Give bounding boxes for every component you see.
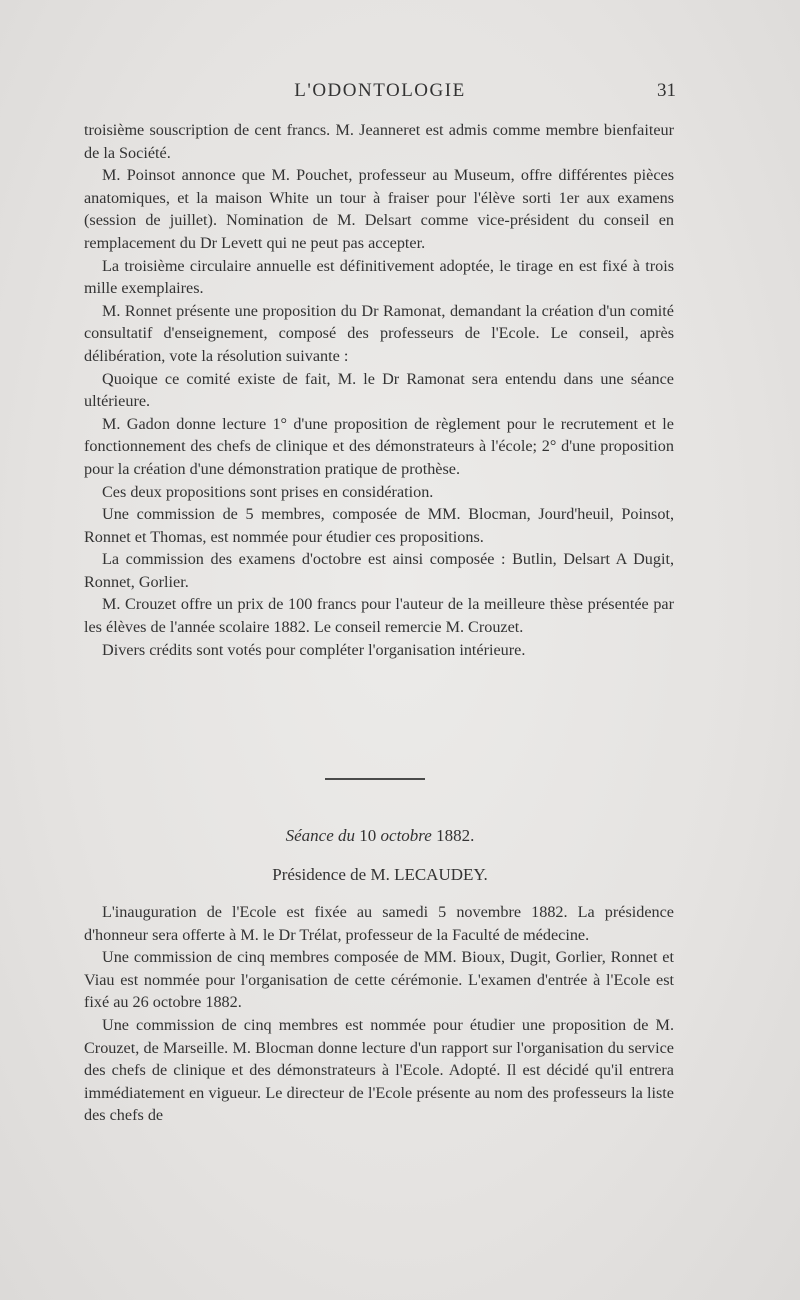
section-divider xyxy=(325,778,425,780)
minutes-text-top xyxy=(84,119,674,661)
session-heading xyxy=(84,826,676,846)
paragraph: La commission des examens d'octobre est ainsi composée : Butlin, Delsart A Dugit, Ronnet, Gorlier. xyxy=(84,550,674,591)
paragraph: M. Crouzet offre un prix de 100 francs pour l'auteur de la meilleure thèse présentée par les élèves de l'année scolaire 1882. Le conseil remercie M. Crouzet. xyxy=(84,595,674,637)
paragraph: L'inauguration de l'Ecole est fixée au samedi 5 novembre 1882. La présidence d'honneur sera offerte à M. le Dr Trélat, professeur de la Faculté de médecine. xyxy=(84,903,674,944)
session-heading-year: 1882. xyxy=(436,826,475,845)
session-heading-month: octobre xyxy=(380,826,432,845)
paragraph: La troisième circulaire annuelle est définitivement adoptée, le tirage en est fixé à trois mille exemplaires. xyxy=(84,256,674,298)
paragraph: Ces deux propositions sont prises en considération. xyxy=(102,482,434,501)
paragraph: Quoique ce comité existe de fait, M. le Dr Ramonat sera entendu dans une séance ultérieure. xyxy=(84,369,674,411)
journal-title: L'ODONTOLOGIE xyxy=(294,80,466,101)
paragraph: M. Gadon donne lecture 1° d'une proposition de règlement pour le recrutement et le fonctionnement des chefs de clinique et des démonstrateurs à l'école; 2° d'une proposition pour la création d'une démonstration pratique de prothèse. xyxy=(84,414,674,478)
paragraph: Une commission de 5 membres, composée de MM. Blocman, Jourd'heuil, Poinsot, Ronnet et Thomas, est nommée pour étudier ces propositions. xyxy=(84,505,674,546)
paragraph: Divers crédits sont votés pour compléter l'organisation intérieure. xyxy=(102,640,526,659)
paragraph: Une commission de cinq membres est nommée pour étudier une proposition de M. Crouzet, de Marseille. M. Blocman donne lecture d'un rapport sur l'organisation du service des chefs de clinique et des démonstrateurs à l'Ecole. Adopté. Il est décidé qu'il entrera immédiatement en vigueur. Le directeur de l'Ecole présente au nom des professeurs la liste des chefs de xyxy=(84,1015,674,1125)
minutes-text-bottom xyxy=(84,901,674,1127)
session-heading-day: 10 xyxy=(359,826,377,845)
paragraph: troisième souscription de cent francs. M. Jeanneret est admis comme membre bienfaiteur de la Société. xyxy=(84,121,674,162)
page-number: 31 xyxy=(657,80,676,101)
presidency-line: Présidence de M. LECAUDEY. xyxy=(272,865,488,884)
paragraph: M. Poinsot annonce que M. Pouchet, professeur au Museum, offre différentes pièces anatomiques, et la maison White un tour à fraiser pour l'élève sorti 1er aux examens (session de juillet). Nomination de M. Delsart comme vice-président du conseil en remplacement du Dr Levett qui ne peut pas accepter. xyxy=(84,166,674,252)
running-header xyxy=(84,80,676,110)
paragraph: Une commission de cinq membres composée de MM. Bioux, Dugit, Gorlier, Ronnet et Viau est nommée pour l'organisation de cette cérémonie. L'examen d'entrée à l'Ecole est fixé au 26 octobre 1882. xyxy=(84,948,674,1012)
paragraph: M. Ronnet présente une proposition du Dr Ramonat, demandant la création d'un comité consultatif d'enseignement, composé des professeurs de l'Ecole. Le conseil, après délibération, vote la résolution suivante : xyxy=(84,301,674,365)
session-heading-prefix: Séance du xyxy=(285,826,356,845)
